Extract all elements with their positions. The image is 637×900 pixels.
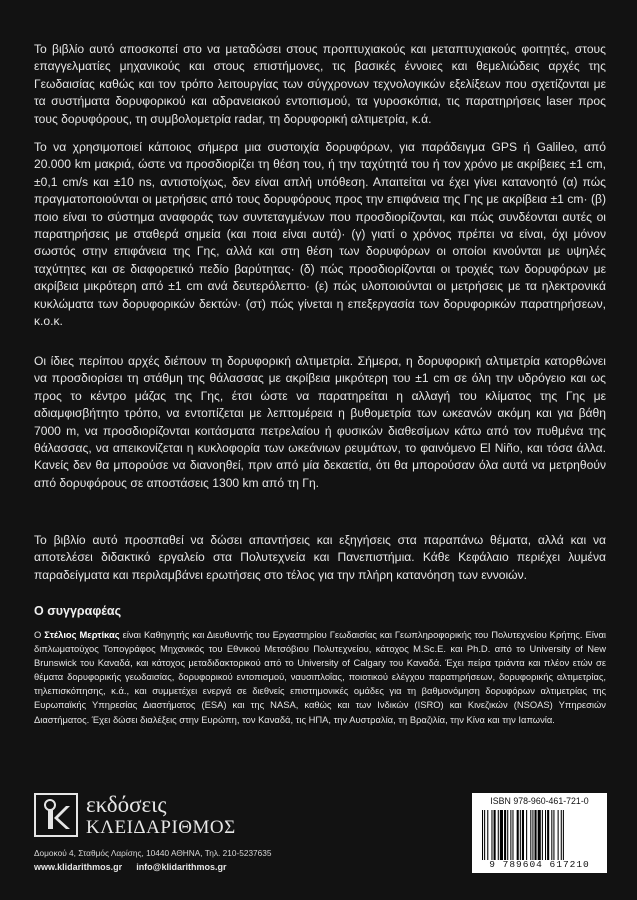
barcode-graphic — [482, 810, 597, 860]
barcode-bar — [510, 810, 511, 860]
publisher-name-line1: εκδόσεις — [86, 792, 167, 817]
barcode-bar — [526, 810, 527, 860]
author-name: Στέλιος Μερτίκας — [44, 629, 120, 640]
barcode-bar — [535, 810, 537, 860]
barcode-bar — [500, 810, 503, 860]
barcode-bar — [482, 810, 483, 860]
barcode-bar — [538, 810, 541, 860]
altimetry-paragraph: Οι ίδιες περίπου αρχές διέπουν τη δορυφορική αλτιμετρία. Σήμερα, η δορυφορική αλτιμετρία κατορθώνει να προσδιορίσει τη στάθμη της θάλασσας με ακρίβεια μικρότερη του ±1 cm σε όλη την υδρόγειο και ως προς το κέντρο μάζας της Γης, έτσι ώστε να παρατηρείται η αλλαγή του κλίματος της Γης με αδιαμφισβήτητο τρόπο, να εντοπίζεται με λεπτομέρεια η βυθομετρία των ωκεανών ακόμη και για βάθη 7000 m, να προσδιορίζονται κοιτάσματα πετρελαίου ή φυσικών διαθεσίμων κάτω από τον πυθμένα της θάλασσας, να απεικονίζεται η κυκλοφορία των ωκεάνιων ρευμάτων, το φαινόμενο El Niño, και τόσα άλλα. Κανείς δεν θα μπορούσε να διανοηθεί, πριν από μία δεκαετία, ότι θα μπορούσαν όλα αυτά να μετρηθούν από δορυφόρους σε αποστάσεις 1300 km από τη Γη. — [34, 354, 606, 490]
barcode-bar — [512, 810, 513, 860]
barcode-bar — [517, 810, 519, 860]
barcode-bar — [553, 810, 554, 860]
barcode-bar — [491, 810, 492, 860]
isbn-label: ISBN 978-960-461-721-0 — [490, 796, 589, 806]
barcode-bar — [504, 810, 506, 860]
barcode-bar — [551, 810, 552, 860]
barcode-bar — [498, 810, 499, 860]
publisher-contacts — [34, 862, 240, 872]
barcode-bar — [558, 810, 559, 860]
barcode-bar — [561, 810, 562, 860]
email-link[interactable]: info@klidarithmos.gr — [136, 862, 227, 872]
publisher-name-line2: ΚΛΕΙΔΑΡΙΘΜΟΣ — [86, 817, 236, 838]
key-k-logo-icon — [34, 793, 78, 837]
barcode-bar — [494, 810, 496, 860]
barcode-bar — [563, 810, 564, 860]
satellite-paragraph: Το να χρησιμοποιεί κάποιος σήμερα μια συστοιχία δορυφόρων, για παράδειγμα GPS ή Galileo, από 20.000 km μακριά, ώστε να προσδιορίζει τη θέση του, ή την ταχύτητά του ή τον χρόνο με ακρίβειες ±1 cm, ±0,1 cm/s και ±10 ns, αντιστοίχως, δεν είναι απλή υπόθεση. Απαιτείται να έχει γίνει κατανοητό (α) πώς πραγματοποιούνται οι μετρήσεις από τους δορυφόρους προς την επιφάνεια της Γης με ακρίβεια ±1 cm· (β) ποιο είναι το σύστημα αναφοράς των συντεταγμένων που προσδιορίζονται, και πώς συνδέονται αυτές οι παρατηρήσεις με σταθερά σημεία (και ποια είναι αυτά)· (γ) γιατί ο χρόνος πρέπει να είναι, όχι μόνον σωστός στην επιφάνεια της Γης, αλλά και στη θέση των δορυφόρων οι οποίοι κινούνται με υψηλές ταχύτητες και σε διαφορετικό πεδίο βαρύτητας· (δ) πώς προσδιορίζονται οι τροχιές των δορυφόρων με ακρίβεια μικρότερη από ±1 cm ανά δευτερόλεπτο· (ε) πώς υλοποιούνται οι μετρήσεις με τα ηλεκτρονικά κυκλώματα των δορυφορικών δεκτών· (στ) πώς γίνεται η επεξεργασία των δορυφορικών παρατηρήσεων, κ.ο.κ. — [34, 140, 606, 329]
barcode-bar — [545, 810, 546, 860]
barcode-bar — [542, 810, 543, 860]
publisher-logo-graphic — [39, 798, 73, 832]
barcode-bar — [522, 810, 524, 860]
barcode-bar — [532, 810, 533, 860]
isbn-barcode-block — [472, 793, 607, 873]
author-bio — [34, 628, 606, 727]
intro-paragraph: Το βιβλίο αυτό αποσκοπεί στο να μεταδώσει στους προπτυχιακούς και μεταπτυχιακούς φοιτητές, στους επαγγελματίες μηχανικούς και στους επιστήμονες, τις βασικές έννοιες και θεμελιώδεις αρχές της Γεωδαισίας καθώς και τον τρόπο λειτουργίας των σύγχρονων τεχνολογικών εξελίξεων που σχετίζονται με τα συστήματα δορυφορικού και αδρανειακού εντοπισμού, τα γυροσκόπια, τις παρατηρήσεις laser προς τους δορυφόρους, τη συμβολομετρία radar, τη δορυφορική αλτιμετρία, κ.ά. — [34, 42, 606, 126]
barcode-bar — [487, 810, 488, 860]
purpose-paragraph: Το βιβλίο αυτό προσπαθεί να δώσει απαντήσεις και εξηγήσεις στα παραπάνω θέματα, αλλά και να αποτελέσει διδακτικό εργαλείο στα Πολυτεχνεία και Πανεπιστήμια. Κάθε Κεφάλαιο περιέχει λυμένα παραδείγματα και περιλαμβάνει ερωτήσεις στο τέλος για την πλήρη κατανόηση των εννοιών. — [34, 533, 606, 582]
barcode-bar — [484, 810, 485, 860]
barcode-bar — [530, 810, 531, 860]
barcode-bar — [507, 810, 508, 860]
website-link[interactable]: www.klidarithmos.gr — [34, 862, 123, 872]
author-bio-text: είναι Καθηγητής και Διευθυντής του Εργαστηρίου Γεωδαισίας και Γεωπληροφορικής του Πολυτεχνείου Κρήτης. Είναι διπλωματούχος Τοπογράφος Μηχανικός του Εθνικού Μετσόβιου Πολυτεχνείου, κάτοχος M.Sc.E. και Ph.D. από το University of New Brunswick του Καναδά, και κάτοχος μεταδιδακτορικού από το University of Calgary του Καναδά. Έχει πείρα τριάντα και πλέον ετών σε θέματα δορυφορικής γεωδαισίας, δορυφορικού εντοπισμού, ναυσιπλοΐας, ποιοτικού ελέγχου παρατηρήσεων, δορυφορικής αλτιμετρίας, τηλεπισκόπησης, κ.ά., και συμμετέχει ενεργά σε διεθνείς επιστημονικές ομάδες για τη βαθμονόμηση δορυφόρων αλτιμετρίας της Ευρωπαϊκής Υπηρεσίας Διαστήματος (ESA) και της NASA, καθώς και των Ινδικών (ISRO) και Κινεζικών (NSOAS) Υπηρεσιών Διαστήματος. Έχει δώσει διαλέξεις στην Ευρώπη, τον Καναδά, τις ΗΠΑ, την Αυστραλία, τη Βραζιλία, την Κίνα και την Ιαπωνία. — [34, 629, 606, 725]
publisher-address: Δομοκού 4, Σταθμός Λαρίσης, 10440 ΑΘΗΝΑ, Τηλ. 210-5237635 — [34, 848, 272, 858]
author-prefix: Ο — [34, 629, 45, 640]
barcode-digits: 9 789604 617210 — [489, 859, 590, 870]
barcode-bar — [520, 810, 521, 860]
barcode-bar — [547, 810, 549, 860]
author-heading: Ο συγγραφέας — [34, 604, 122, 618]
